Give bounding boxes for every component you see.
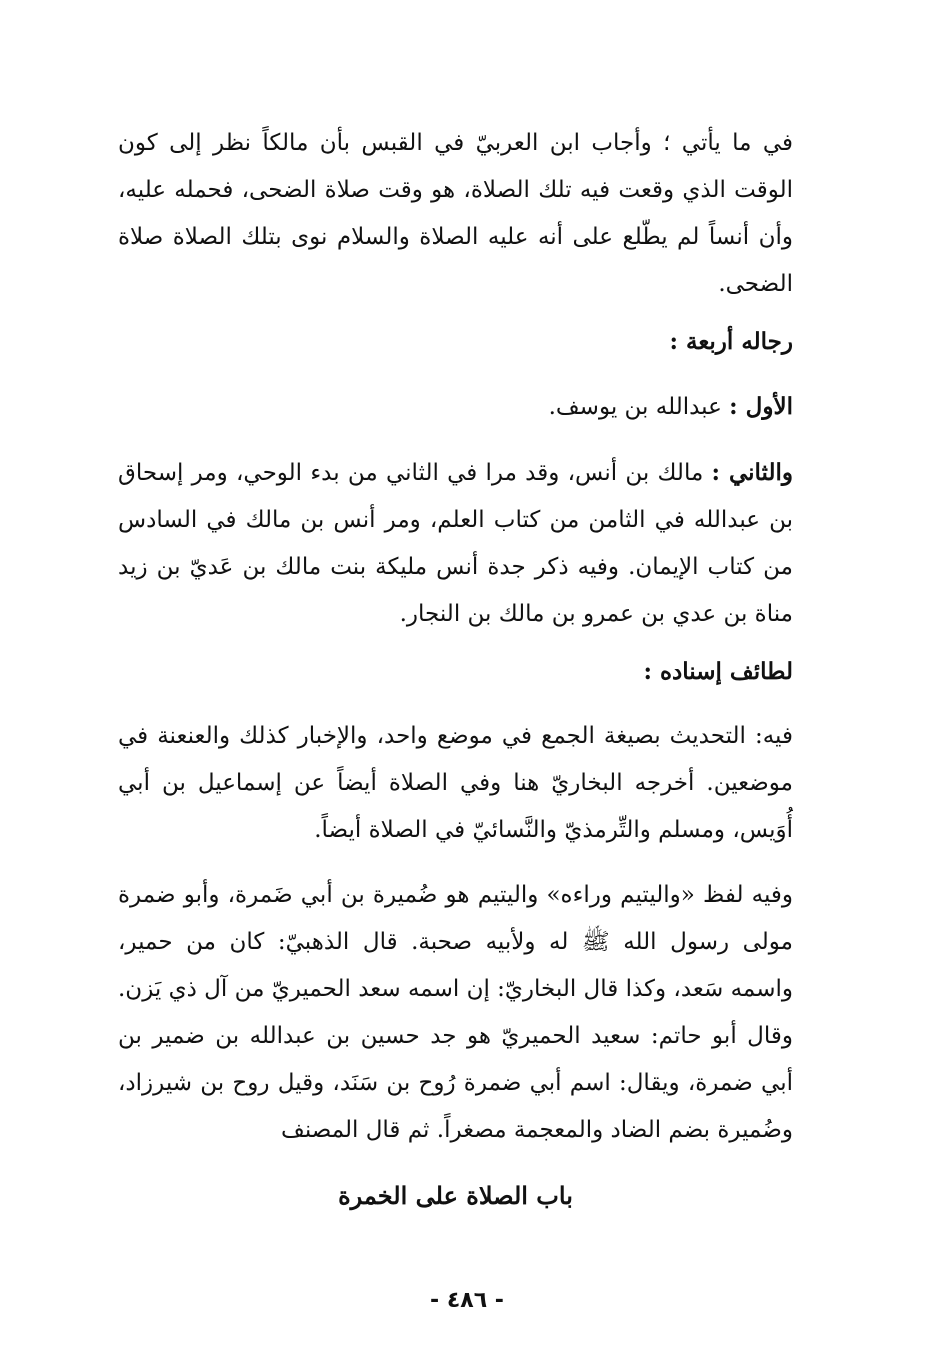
heading-isnad: لطائف إسناده :: [643, 658, 793, 685]
page-body: [118, 120, 793, 1219]
narrator-first: [118, 383, 793, 431]
paragraph-orphan: وفيه لفظ «واليتيم وراءه» واليتيم هو ضُميرة بن أبي ضَمرة، وأبو ضمرة مولى رسول الله ﷺ له ولأبيه صحبة. قال الذهبيّ: كان من حمير، واسمه سَعد، وكذا قال البخاريّ: إن اسمه سعد الحميريّ من آل ذي يَزن. وقال أبو حاتم: سعيد الحميريّ هو جد حسين بن عبدالله بن ضمير بن أبي ضمرة، ويقال: اسم أبي ضمرة رُوح بن سَنَد، وقيل روح بن شيرزاد، وضُميرة بضم الضاد والمعجمة مصغراً. ثم قال المصنف: [118, 882, 793, 1143]
narrator-first-label: الأول :: [729, 393, 793, 420]
heading-narrators: رجاله أربعة :: [669, 328, 793, 355]
narrator-second-label: والثاني :: [711, 459, 793, 486]
paragraph-isnad: فيه: التحديث بصيغة الجمع في موضع واحد، والإخبار كذلك والعنعنة في موضعين. أخرجه البخاريّ هنا وفي الصلاة أيضاً عن إسماعيل بن أبي أُوَيس، ومسلم والتِّرمذيّ والنَّسائيّ في الصلاة أيضاً.: [118, 723, 793, 843]
chapter-title: باب الصلاة على الخمرة: [338, 1181, 573, 1210]
narrator-first-text: عبدالله بن يوسف.: [548, 394, 730, 420]
narrator-second: [118, 449, 793, 638]
paragraph-opening: في ما يأتي ؛ وأجاب ابن العربيّ في القبس بأن مالكاً نظر إلى كون الوقت الذي وقعت فيه تلك الصلاة، هو وقت صلاة الضحى، فحمله عليه، وأن أنساً لم يطّلع على أنه عليه الصلاة والسلام نوى بتلك الصلاة صلاة الضحى.: [118, 130, 793, 297]
page-number: - ٤٨٦ -: [430, 1288, 504, 1313]
narrator-second-text: مالك بن أنس، وقد مرا في الثاني من بدء الوحي، ومر إسحاق بن عبدالله في الثامن من كتاب العلم، ومر أنس بن مالك في السادس من كتاب الإيمان. وفيه ذكر جدة أنس مليكة بنت مالك بن عَديّ بن زيد مناة بن عدي بن عمرو بن مالك بن النجار.: [118, 460, 793, 627]
